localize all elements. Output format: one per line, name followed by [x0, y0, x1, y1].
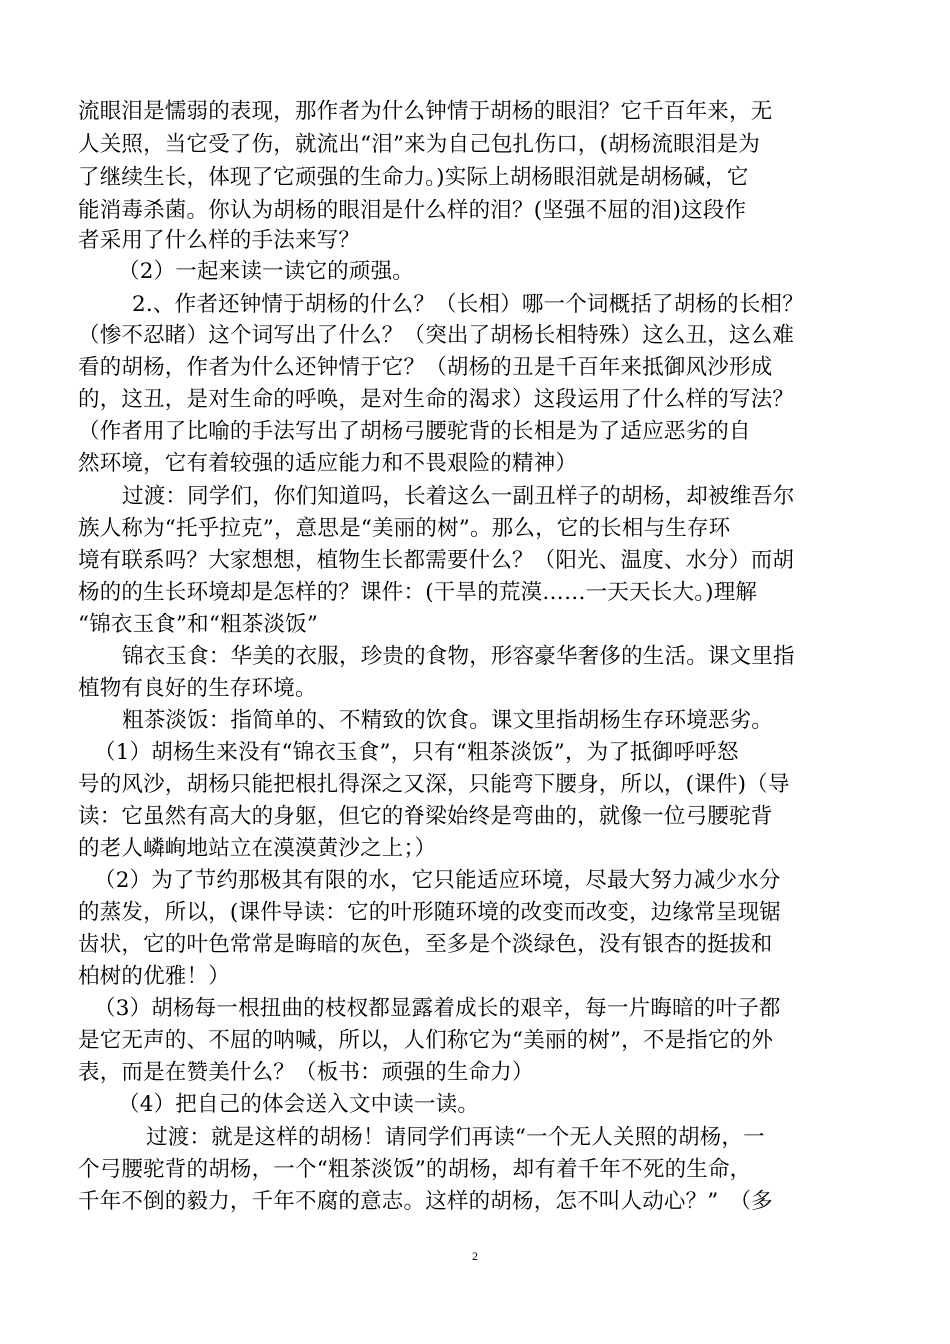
- text-line: 的老人嶙峋地站立在漠漠黄沙之上；）: [78, 836, 437, 861]
- text-line: 植物有良好的生存环境。: [78, 676, 317, 701]
- page-number: 2: [472, 1249, 478, 1263]
- text-line: 能消毒杀菌。你认为胡杨的眼泪是什么样的泪？(坚强不屈的泪)这段作: [78, 198, 747, 223]
- text-line: 个弓腰驼背的胡杨，一个“粗茶淡饭”的胡杨，却有着千年不死的生命，: [78, 1157, 752, 1182]
- text-line: 是它无声的、不屈的呐喊，所以，人们称它为“美丽的树”，不是指它的外: [78, 1028, 774, 1053]
- text-line: （惨不忍睹）这个词写出了什么？（突出了胡杨长相特殊）这么丑，这么难: [78, 323, 795, 348]
- text-line: 者采用了什么样的手法来写？: [78, 228, 361, 253]
- text-line: 过渡：就是这样的胡杨！请同学们再读“一个无人关照的胡杨，一: [146, 1125, 765, 1150]
- text-line: 锦衣玉食：华美的衣服，珍贵的食物，形容豪华奢侈的生活。课文里指: [122, 644, 795, 669]
- text-line: 千年不倒的毅力，千年不腐的意志。这样的胡杨，怎不叫人动心？” （多: [78, 1189, 773, 1214]
- text-line: 读：它虽然有高大的身躯，但它的脊梁始终是弯曲的，就像一位弓腰驼背: [78, 804, 773, 829]
- text-line: 境有联系吗？大家想想，植物生长都需要什么？（阳光、温度、水分）而胡: [78, 548, 795, 573]
- text-line: 人关照，当它受了伤，就流出“泪”来为自己包扎伤口，(胡杨流眼泪是为: [78, 132, 760, 157]
- text-line: 号的风沙，胡杨只能把根扎得深之又深，只能弯下腰身，所以，(课件)（导: [78, 772, 790, 797]
- text-line: 的蒸发，所以，(课件导读：它的叶形随环境的改变而改变，边缘常呈现锯: [78, 900, 781, 925]
- text-line: 然环境，它有着较强的适应能力和不畏艰险的精神）: [78, 451, 578, 476]
- text-line: （3）胡杨每一根扭曲的枝杈都显露着成长的艰辛，每一片晦暗的叶子都: [94, 996, 781, 1021]
- text-line: 齿状，它的叶色常常是晦暗的灰色，至多是个淡绿色，没有银杏的挺拔和: [78, 932, 773, 957]
- text-line: （2）一起来读一读它的顽强。: [118, 259, 414, 284]
- text-line: 族人称为“托乎拉克”，意思是“美丽的树”。那么，它的长相与生存环: [78, 516, 731, 541]
- text-line: 流眼泪是懦弱的表现，那作者为什么钟情于胡杨的眼泪？它千百年来，无: [78, 99, 773, 124]
- text-line: （2）为了节约那极其有限的水，它只能适应环境，尽最大努力减少水分: [94, 868, 781, 893]
- text-line: 粗茶淡饭：指简单的、不精致的饮食。课文里指胡杨生存环境恶劣。: [122, 708, 774, 733]
- text-line: “锦衣玉食”和“粗茶淡饭”: [78, 612, 319, 637]
- text-line: 2.、作者还钟情于胡杨的什么？（长相）哪一个词概括了胡杨的长相？: [132, 292, 804, 317]
- text-line: （作者用了比喻的手法写出了胡杨弓腰驼背的长相是为了适应恶劣的自: [78, 419, 751, 444]
- text-line: 了继续生长，体现了它顽强的生命力。)实际上胡杨眼泪就是胡杨碱，它: [78, 165, 749, 190]
- text-line: （4）把自己的体会送入文中读一读。: [118, 1092, 480, 1117]
- text-line: 看的胡杨，作者为什么还钟情于它？（胡杨的丑是千百年来抵御风沙形成: [78, 355, 773, 380]
- text-line: 表，而是在赞美什么？（板书：顽强的生命力）: [78, 1060, 534, 1085]
- text-line: 杨的的生长环境却是怎样的？课件：(干旱的荒漠……一天天长大。)理解: [78, 580, 758, 605]
- text-line: 柏树的优雅！）: [78, 964, 230, 989]
- text-line: 过渡：同学们，你们知道吗，长着这么一副丑样子的胡杨，却被维吾尔: [122, 484, 795, 509]
- text-line: 的，这丑，是对生命的呼唤，是对生命的渴求）这段运用了什么样的写法？: [78, 387, 795, 412]
- text-line: （1）胡杨生来没有“锦衣玉食”，只有“粗茶淡饭”，为了抵御呼呼怒: [94, 740, 739, 765]
